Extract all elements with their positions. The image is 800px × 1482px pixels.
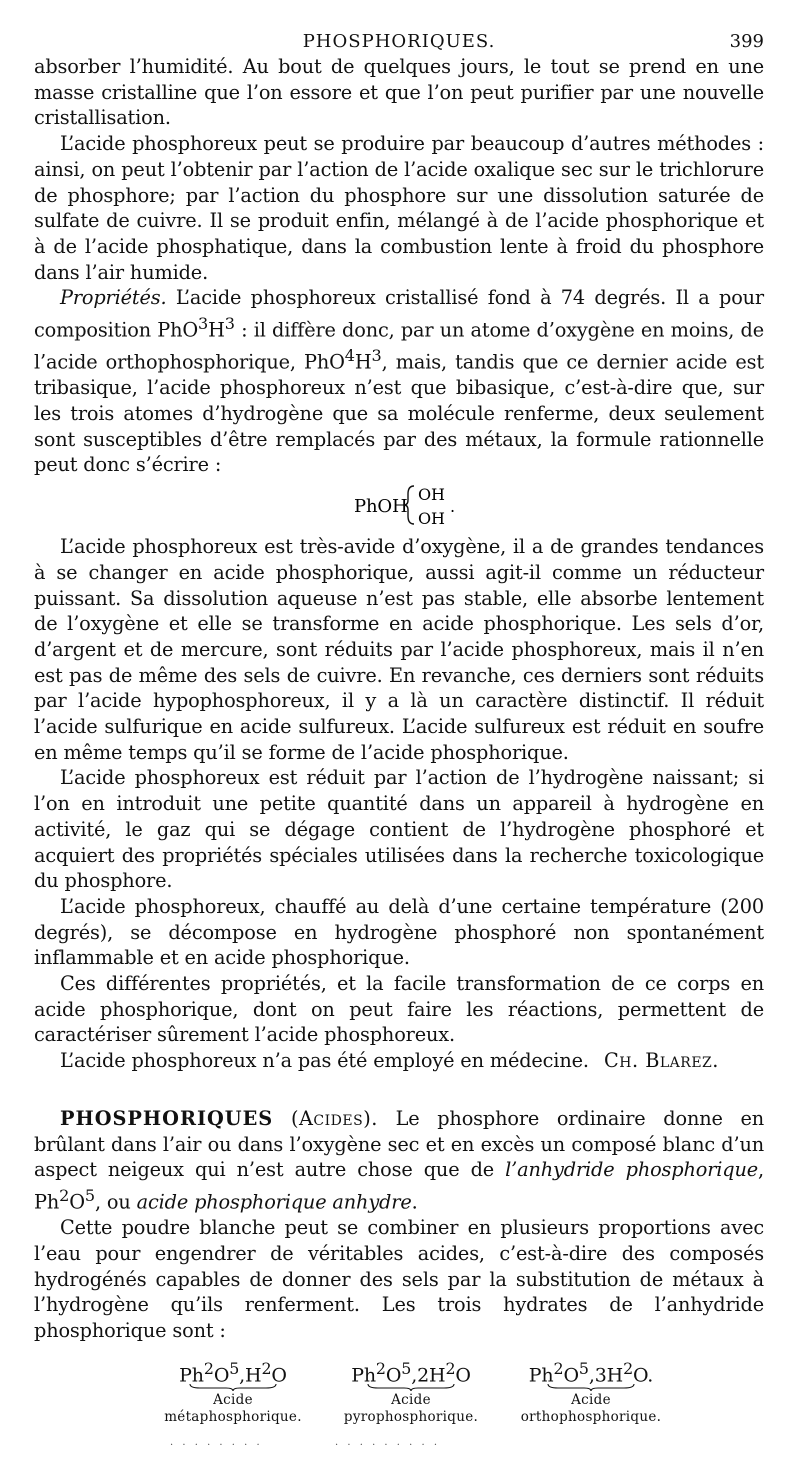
page-number: 399 [729,31,764,52]
rational-formula [34,478,764,534]
section-subheading: (Acides). [290,1106,378,1130]
scan-artifact: · · · · · · · · · [335,1440,441,1451]
paragraph-9: Cette poudre blanche peut se combiner en plusieurs proportions avec l’eau pour engendrer de véritables acides, c’est-à-dire des composés hydrogénés capables de donner des sels par la substitution de métaux à l’hydrogène qu’ils renferment. Les trois hydrates de l’anhydride phosphorique sont : [34,1216,764,1342]
hydrate-name: métaphosphorique. [164,1408,302,1425]
section-heading: PHOSPHORIQUES [60,1106,274,1130]
hydrate-label: Acide [571,1391,611,1408]
hydrate-label: Acide [391,1391,431,1408]
brace-icon [404,486,414,524]
hydrate-formula: $Ph^2O^5,2H^2O$ [351,1358,471,1386]
formula-svg [354,480,494,530]
formula-top: OH [418,485,445,505]
author-signature: Ch. Blarez. [604,1049,719,1073]
page-body [34,26,764,1456]
paragraph-4: L’acide phosphoreux est très-avide d’oxygène, il a de grandes tendances à se changer en acide phosphorique, aussi agit-il comme un réducteur puissant. Sa dissolution aqueuse n’est pas stable, elle absorbe lentement de l’oxygène et elle se transforme en acide phosphorique. Les sels d’or, d’argent et de mercure, sont réduits par l’acide phosphoreux, mais il n’en est pas de même des sels de cuivre. En revanche, ces derniers sont réduits par l’acide hypophosphoreux, il y a là un caractère distinctif. Il réduit l’acide sulfurique en acide sulfureux. L’acide sulfureux est réduit en soufre en même temps qu’il se forme de l’acide phosphorique. [34,535,764,764]
paragraph-2: L’acide phosphoreux peut se produire par beaucoup d’autres méthodes : ainsi, on peut l’obtenir par l’action de l’acide oxalique sec sur le trichlorure de phosphore; par l’action du phosphore sur une dissolution saturée de sulfate de cuivre. Il se produit enfin, mélangé à de l’acide phosphorique et à de l’acide phosphatique, dans la combustion lente à froid du phosphore dans l’air humide. [34,132,764,284]
hydrate-formula: $Ph^2O^5,3H^2O$. [528,1358,654,1386]
paragraph-1: absorber l’humidité. Au bout de quelques jours, le tout se prend en une masse cristalline que l’on essore et que l’on peut purifier par une nouvelle cristallisation. [34,55,764,130]
formula-dot: . [450,497,455,517]
hydrate-formula: $Ph^2O^5,H^2O$ [179,1358,287,1386]
page-title: PHOSPHORIQUES. [302,31,496,52]
hydrate-name: orthophosphorique. [520,1408,662,1425]
formula-bottom: OH [418,509,445,529]
section-gap [34,1074,764,1106]
hydrate-name: pyrophosphorique. [343,1408,479,1425]
hydrate-meta [148,1356,318,1426]
hydrate-pyro [326,1356,496,1426]
section-phosphoriques: PHOSPHORIQUES (Acides). Le phosphore ordinaire donne en brûlant dans l’air ou dans l’oxygène sec et en excès un composé blanc d’un aspect neigeux qui n’est autre chose que de l’anhydride phosphorique, $Ph^2O^5$, ou acide phosphorique anhydre. [34,1106,764,1214]
running-header [34,26,764,54]
scan-artifact: · · · · · · · · [170,1440,263,1451]
properties-label: Propriétés. [60,286,167,310]
paragraph-6: L’acide phosphoreux, chauffé au delà d’une certaine température (200 degrés), se décompose en hydrogène phosphoré non spontanément inflammable et en acide phosphorique. [34,894,764,970]
formula-base: PhOH [354,496,408,518]
hydrate-ortho [506,1356,676,1426]
paragraph-7: Ces différentes propriétés, et la facile transformation de ce corps en acide phosphorique, dont on peut faire les réactions, permettent de caractériser sûrement l’acide phosphoreux. [34,972,764,1047]
paragraph-8: L’acide phosphoreux n’a pas été employé en médecine. Ch. Blarez. [34,1048,764,1074]
paragraph-5: L’acide phosphoreux est réduit par l’action de l’hydrogène naissant; si l’on en introduit une petite quantité dans un appareil à hydrogène en activité, le gaz qui se dégage contient de l’hydrogène phosphoré et acquiert des propriétés spéciales utilisées dans la recherche toxicologique du phosphore. [34,766,764,893]
hydrate-label: Acide [213,1391,253,1408]
paragraph-properties: Propriétés. L’acide phosphoreux cristallisé fond à 74 degrés. Il a pour composition $PhO^3H^3$ : il diffère donc, par un atome d’oxygène en moins, de l’acide orthophosphorique, $PhO^4H^3$, mais, tandis que ce dernier acide est tribasique, l’acide phosphoreux n’est que bibasique, c’est-à-dire que, sur les trois atomes d’hydrogène que sa molécule renferme, deux seulement sont susceptibles d’être remplacés par des métaux, la formule rationnelle peut donc s’écrire : [34,286,764,477]
